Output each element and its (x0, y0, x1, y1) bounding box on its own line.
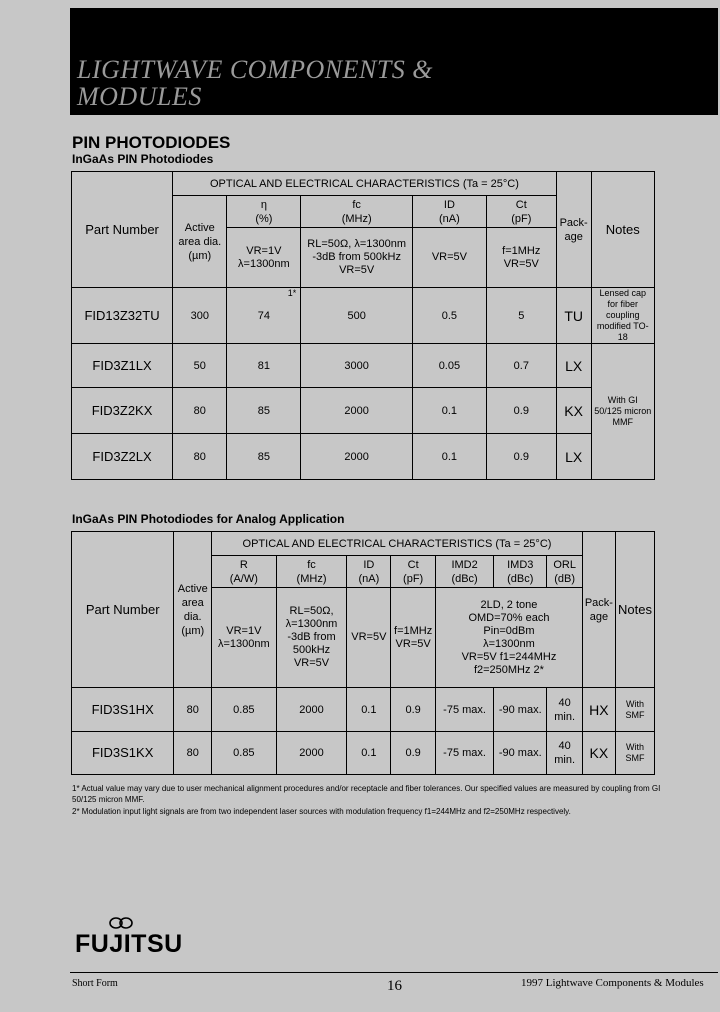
imd2-header: IMD2 (dBc) (436, 556, 494, 588)
banner-title-line2: MODULES (77, 82, 202, 111)
ct-cell: 0.9 (391, 688, 436, 732)
area-cell: 80 (173, 388, 227, 434)
package-cell: TU (556, 288, 591, 344)
ct-header: Ct (pF) (391, 556, 436, 588)
id-cell: 0.5 (413, 288, 487, 344)
part-number-header: Part Number (72, 172, 173, 288)
imd3-header: IMD3 (dBc) (494, 556, 547, 588)
area-cell: 80 (173, 434, 227, 480)
ct-cell: 0.9 (391, 732, 436, 775)
package-header: Pack-age (582, 532, 615, 688)
fc-cell: 2000 (276, 688, 347, 732)
ct-cell: 0.9 (486, 434, 556, 480)
table-row (72, 288, 655, 344)
eta-cell: 85 (227, 388, 301, 434)
ct-cell: 5 (486, 288, 556, 344)
active-area-header: Active area dia. (µm) (173, 196, 227, 288)
package-cell: HX (582, 688, 615, 732)
fc-cell: 2000 (301, 388, 413, 434)
notes-cell: Lensed cap for fiber coupling modified TO-18 (591, 288, 655, 344)
fujitsu-logo: FUJITSU (75, 930, 183, 958)
imd2-cell: -75 max. (436, 688, 494, 732)
table-row (72, 344, 655, 388)
notes-header: Notes (615, 532, 654, 688)
notes-cell: With SMF (615, 732, 654, 775)
group-header: OPTICAL AND ELECTRICAL CHARACTERISTICS (Ta = 25°C) (212, 532, 583, 556)
fc-conditions: RL=50Ω, λ=1300nm -3dB from 500kHz VR=5V (301, 228, 413, 288)
package-cell: KX (582, 732, 615, 775)
table2-subtitle: InGaAs PIN Photodiodes for Analog Application (72, 512, 345, 526)
title-banner (70, 8, 718, 115)
fc-conditions: RL=50Ω, λ=1300nm -3dB from 500kHz VR=5V (276, 588, 347, 688)
imd3-cell: -90 max. (494, 732, 547, 775)
footnote-mark: 1* (287, 288, 297, 298)
section-title: PIN PHOTODIODES (72, 133, 231, 152)
banner-title-line1: LIGHTWAVE COMPONENTS & (77, 55, 434, 84)
id-header: ID (nA) (347, 556, 391, 588)
banner-title (77, 56, 433, 110)
ct-conditions: f=1MHz VR=5V (486, 228, 556, 288)
part-number-cell: FID3Z2LX (72, 434, 173, 480)
notes-header: Notes (591, 172, 655, 288)
eta-conditions: VR=1V λ=1300nm (227, 228, 301, 288)
active-area-header: Active area dia. (µm) (174, 532, 212, 688)
fc-header: fc (MHz) (301, 196, 413, 228)
fc-cell: 2000 (301, 434, 413, 480)
fc-cell: 500 (301, 288, 413, 344)
part-number-cell: FID3Z2KX (72, 388, 173, 434)
r-cell: 0.85 (212, 688, 276, 732)
group-header: OPTICAL AND ELECTRICAL CHARACTERISTICS (Ta = 25°C) (173, 172, 557, 196)
part-number-cell: FID3S1KX (72, 732, 174, 775)
analog-photodiodes-table (71, 531, 655, 775)
footer-divider (70, 972, 718, 973)
orl-cell: 40 min. (547, 732, 582, 775)
eta-cell: 85 (227, 434, 301, 480)
footnote-2: 2* Modulation input light signals are from two independent laser sources with modulation frequency f1=244MHz and f2=250MHz respectively. (72, 807, 571, 816)
area-cell: 50 (173, 344, 227, 388)
imd2-cell: -75 max. (436, 732, 494, 775)
imd-conditions: 2LD, 2 tone OMD=70% each Pin=0dBm λ=1300nm VR=5V f1=244MHz f2=250MHz 2* (436, 588, 583, 688)
ct-conditions: f=1MHz VR=5V (391, 588, 436, 688)
id-cell: 0.1 (413, 388, 487, 434)
page-number: 16 (387, 978, 402, 994)
shared-notes-cell: With GI 50/125 micron MMF (591, 344, 655, 480)
table-row (72, 388, 655, 434)
orl-cell: 40 min. (547, 688, 582, 732)
table-row (72, 434, 655, 480)
area-cell: 80 (174, 688, 212, 732)
part-number-cell: FID3Z1LX (72, 344, 173, 388)
table-row (72, 732, 655, 775)
fc-header: fc (MHz) (276, 556, 347, 588)
fujitsu-infinity-icon (108, 916, 134, 930)
eta-cell: 81 (227, 344, 301, 388)
package-cell: LX (556, 434, 591, 480)
package-cell: KX (556, 388, 591, 434)
id-cell: 0.1 (347, 688, 391, 732)
id-cell: 0.1 (347, 732, 391, 775)
r-header: R (A/W) (212, 556, 276, 588)
ct-header: Ct (pF) (486, 196, 556, 228)
eta-header: η (%) (227, 196, 301, 228)
imd3-cell: -90 max. (494, 688, 547, 732)
notes-cell: With SMF (615, 688, 654, 732)
footer-right: 1997 Lightwave Components & Modules (521, 977, 704, 989)
part-number-cell: FID13Z32TU (72, 288, 173, 344)
package-header: Pack-age (556, 172, 591, 288)
r-conditions: VR=1V λ=1300nm (212, 588, 276, 688)
pin-photodiodes-table (71, 171, 655, 480)
id-cell: 0.05 (413, 344, 487, 388)
footnote-1: 1* Actual value may vary due to user mechanical alignment procedures and/or receptacle and fiber tolerances. Our specified values are measured by coupling from GI 50/125 micron MMF. (72, 784, 661, 804)
r-cell: 0.85 (212, 732, 276, 775)
id-cell: 0.1 (413, 434, 487, 480)
orl-header: ORL (dB) (547, 556, 582, 588)
fc-cell: 2000 (276, 732, 347, 775)
id-conditions: VR=5V (413, 228, 487, 288)
table-row (72, 688, 655, 732)
footer-left: Short Form (72, 978, 118, 989)
area-cell: 80 (174, 732, 212, 775)
part-number-header: Part Number (72, 532, 174, 688)
id-header: ID (nA) (413, 196, 487, 228)
ct-cell: 0.7 (486, 344, 556, 388)
part-number-cell: FID3S1HX (72, 688, 174, 732)
area-cell: 300 (173, 288, 227, 344)
ct-cell: 0.9 (486, 388, 556, 434)
table1-subtitle: InGaAs PIN Photodiodes (72, 152, 214, 166)
package-cell: LX (556, 344, 591, 388)
id-conditions: VR=5V (347, 588, 391, 688)
eta-cell: 1* 74 (227, 288, 301, 344)
fc-cell: 3000 (301, 344, 413, 388)
